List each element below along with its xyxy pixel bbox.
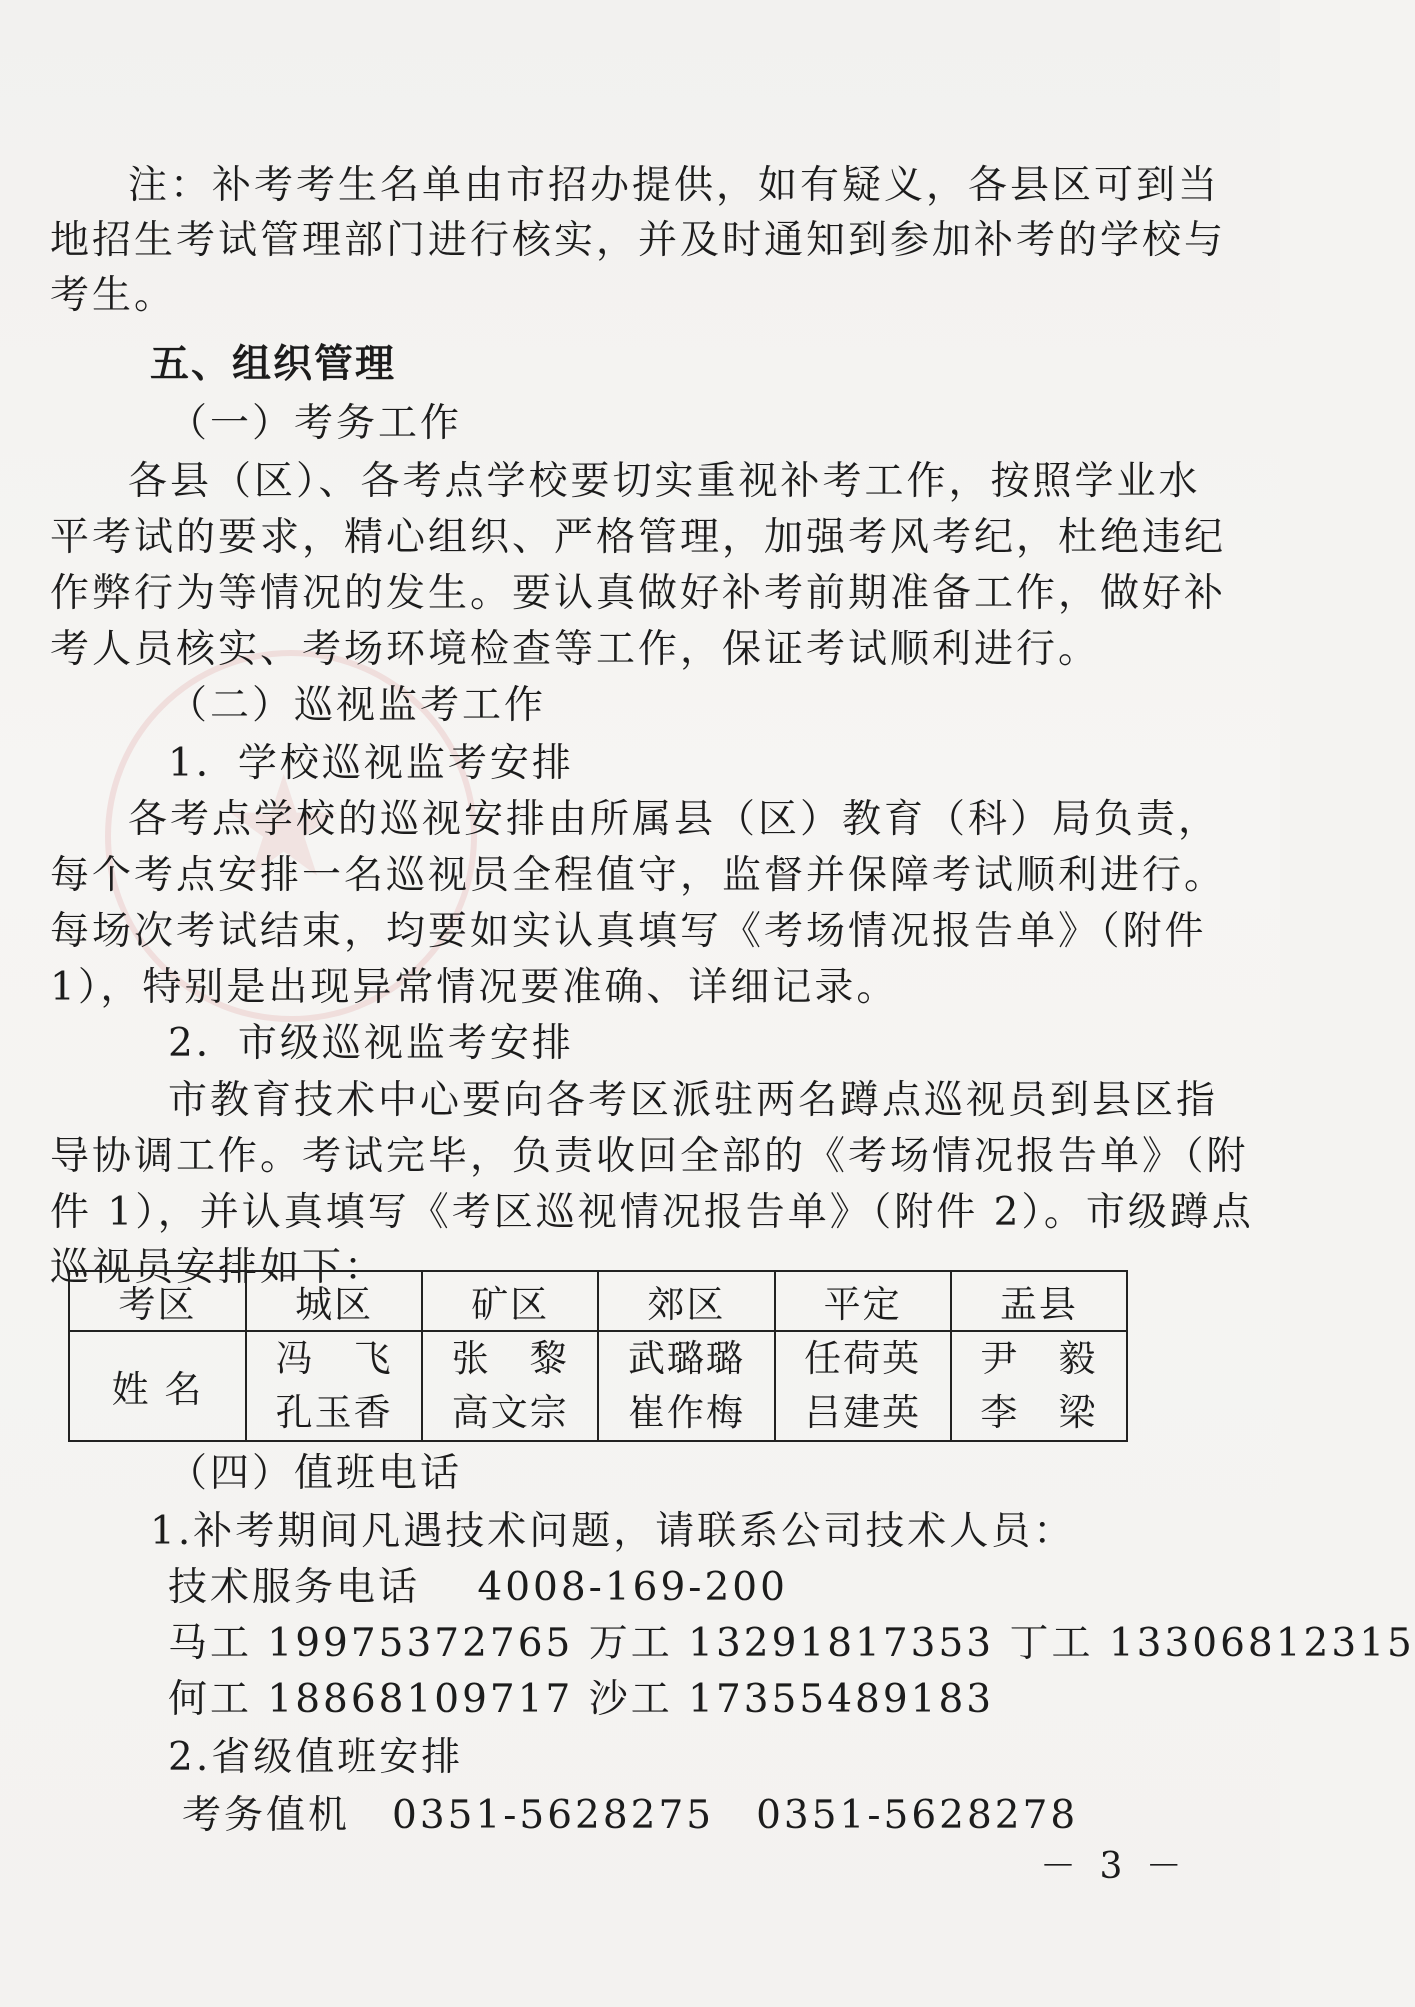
person-name: 孔玉香 — [275, 1391, 393, 1434]
sub1-body-line-1: 各县（区）、各考点学校要切实重视补考工作，按照学业水 — [128, 459, 1201, 504]
header-cell-district: 城区 — [246, 1271, 422, 1331]
person-name: 高文宗 — [451, 1391, 569, 1434]
item2-body-line-3: 件 1），并认真填写《考区巡视情况报告单》（附件 2）。市级蹲点 — [50, 1190, 1254, 1235]
sub1-body-line-2: 平考试的要求，精心组织、严格管理，加强考风考纪，杜绝违纪 — [50, 515, 1227, 560]
header-cell-district: 矿区 — [422, 1271, 598, 1331]
table-names-row — [69, 1331, 1127, 1441]
sub1-body-line-4: 考人员核实、考场环境检查等工作，保证考试顺利进行。 — [50, 627, 1101, 672]
tech-service-phone: 技术服务电话 4008-169-200 — [168, 1565, 788, 1610]
row-label-name: 姓 名 — [69, 1331, 246, 1441]
names-cell — [775, 1331, 951, 1441]
names-cell — [598, 1331, 774, 1441]
subsection-4-heading: （四）值班电话 — [168, 1451, 463, 1496]
subsection-2-heading: （二）巡视监考工作 — [168, 683, 547, 728]
sub1-body-line-3: 作弊行为等情况的发生。要认真做好补考前期准备工作，做好补 — [50, 571, 1227, 616]
person-name: 张 黎 — [451, 1337, 569, 1380]
person-name: 吕建英 — [804, 1391, 922, 1434]
phone-2-heading: 2.省级值班安排 — [168, 1735, 464, 1780]
item1-body-line-3: 每场次考试结束，均要如实认真填写《考场情况报告单》（附件 — [50, 909, 1207, 954]
person-name: 李 梁 — [980, 1391, 1098, 1434]
duty-phone-line: 考务值机 0351-5628275 0351-5628278 — [182, 1793, 1079, 1838]
tech-staff-phones-1: 马工 19975372765 万工 13291817353 丁工 13306812315 — [168, 1621, 1415, 1666]
item1-body-line-1: 各考点学校的巡视安排由所属县（区）教育（科）局负责， — [128, 797, 1221, 842]
header-cell-district: 平定 — [775, 1271, 951, 1331]
table-header-row — [69, 1271, 1127, 1331]
person-name: 冯 飞 — [275, 1337, 393, 1380]
note-line-2: 地招生考试管理部门进行核实，并及时通知到参加补考的学校与 — [50, 218, 1227, 263]
page-number: － 3 － — [1040, 1846, 1188, 1887]
header-cell-district: 郊区 — [598, 1271, 774, 1331]
note-line-1: 注：补考考生名单由市招办提供，如有疑义，各县区可到当 — [128, 163, 1221, 208]
person-name: 尹 毅 — [980, 1337, 1098, 1380]
person-name: 崔作梅 — [627, 1391, 745, 1434]
item-1-heading: 1．学校巡视监考安排 — [168, 741, 574, 786]
person-name: 任荷英 — [804, 1337, 922, 1380]
item2-body-line-4: 巡视员安排如下： — [50, 1245, 387, 1290]
header-cell-district: 盂县 — [951, 1271, 1127, 1331]
section-5-heading: 五、组织管理 — [150, 341, 397, 387]
names-cell — [246, 1331, 422, 1441]
item1-body-line-2: 每个考点安排一名巡视员全程值守，监督并保障考试顺利进行。 — [50, 853, 1227, 898]
subsection-1-heading: （一）考务工作 — [168, 401, 463, 446]
header-cell-label: 考区 — [69, 1271, 246, 1331]
phone-1-heading: 1.补考期间凡遇技术问题，请联系公司技术人员： — [150, 1509, 1076, 1554]
names-cell — [422, 1331, 598, 1441]
item2-body-line-2: 导协调工作。考试完毕，负责收回全部的《考场情况报告单》（附 — [50, 1134, 1249, 1179]
item2-body-line-1: 市教育技术中心要向各考区派驻两名蹲点巡视员到县区指 — [168, 1078, 1219, 1123]
note-line-3: 考生。 — [50, 273, 177, 318]
item1-body-line-4: 1），特别是出现异常情况要准确、详细记录。 — [50, 965, 899, 1010]
tech-staff-phones-2: 何工 18868109717 沙工 17355489183 — [168, 1677, 995, 1722]
names-cell — [951, 1331, 1127, 1441]
person-name: 武璐璐 — [627, 1337, 745, 1380]
patrol-roster-table — [68, 1270, 1128, 1442]
item-2-heading: 2．市级巡视监考安排 — [168, 1021, 574, 1066]
